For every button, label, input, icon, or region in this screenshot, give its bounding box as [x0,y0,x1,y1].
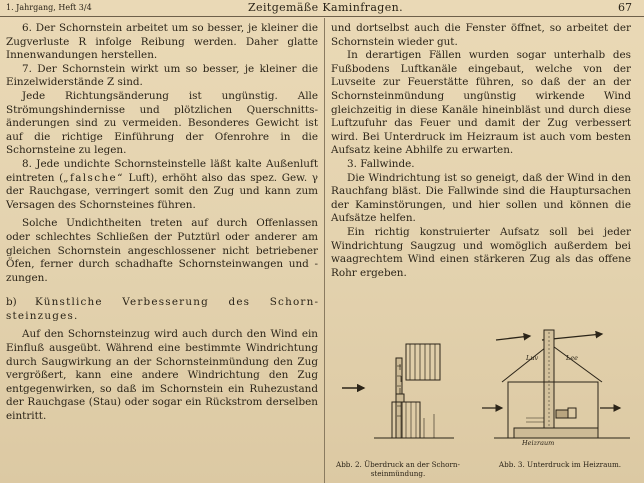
heizraum-label: Heizraum [522,439,555,447]
figure-illustrations [330,318,640,460]
paragraph-air-channels: In derartigen Fällen wurden sogar unterhalb des Fußbodens Luftkanäle eingebaut, welche von der Luvseite zur Feuerstätte führen, so daß der an der Schornsteinmündung ungünstig wirkende Wind gleichzeitig in diese Kanäle hineinbläst und durch diese Luftzufuhr das Feuer und damit der Zug verbessert wird. Bei Unterdruck im Heizraum ist auch vom besten Aufsatz keine Abhilfe zu erwarten. [331,49,631,157]
header-issue: 1. Jahrgang, Heft 3/4 [6,3,92,12]
section-heading: b) Künstliche Verbesserung des Schornsteinzuges. [6,296,318,322]
lee-label: Lee [566,354,579,362]
page-number: 67 [618,1,632,14]
spaced-term: „falsche“ [63,171,124,184]
paragraph-wind-influence: Auf den Schornsteinzug wird auch durch den Wind ein Einfluß ausgeübt. Während eine bestimmte Windrichtung durch Saugwirkung an der Schornsteinmündung den Zug vergrößert, kann eine andere Windrichtung den Zug entgegenwirken, so daß im Schornstein ein Ruhezustand der Rauchgase (Stau) oder sogar ein Rückstrom derselben eintritt. [6,328,318,423]
paragraph-point-7: 7. Der Schornstein wirkt um so besser, je kleiner die Einzelwiderstände Z sind. [6,62,318,89]
luv-label: Luv [526,354,539,362]
paragraph-aufsatz: Ein richtig konstruierter Aufsatz soll bei jeder Windrichtung Saugzug und womöglich außerdem bei waagrechtem Wind einen stärkeren Zug als das offene Rohr ergeben. [331,225,631,279]
figure-3-drawing [482,330,630,438]
figure-3-caption: Abb. 3. Unterdruck im Heizraum. [498,460,622,469]
paragraph-wind-direction: Die Windrichtung ist so geneigt, daß der Wind in den Rauchfang bläst. Die Fallwinde sind die Hauptursachen der Kaminstörungen, und hier sollen und können die Aufsätze helfen. [331,171,631,225]
paragraph-continuation: und dortselbst auch die Fenster öffnet, so arbeitet der Schornstein wieder gut. [331,22,631,48]
header-title: Zeitgemäße Kaminfragen. [248,1,404,14]
paragraph-direction-changes: Jede Richtungsänderung ist ungünstig. Alle Strömungshindernisse und plötzlichen Querschnittsänderungen sind zu vermeiden. Besonderes Gewicht ist auf die richtige Einführung der Ofenrohre in die Schornsteine zu legen. [6,89,318,157]
paragraph-leaks: Solche Undichtheiten treten auf durch Offenlassen oder schlechtes Schließen der Putztürl oder anderer am gleichen Schornstein angeschlossener nicht betriebener Öfen, ferner durch schadhafte Schornsteinwangen und -zungen. [6,217,318,284]
paragraph-point-6: 6. Der Schornstein arbeitet um so besser, je kleiner die Zugverluste R infolge Reibung werden. Daher glatte Innenwandungen herstellen. [6,22,318,62]
running-header [0,0,644,17]
right-column [331,22,631,280]
paragraph-point-8: 8. Jede undichte Schornsteinstelle läßt kalte Außenluft eintreten („falsche“ Luft), erhöht also das spez. Gew. γ der Rauchgase, verringert somit den Zug und kann zum Versagen des Schornsteines führen. [6,157,318,211]
left-column [6,22,318,424]
subheading-fallwinde: 3. Fallwinde. [347,157,415,170]
figures-area [330,318,640,483]
figure-2-drawing [342,344,454,438]
column-divider [324,18,325,483]
figure-2-caption: Abb. 2. Überdruck an der Schornsteinmündung. [336,460,460,478]
